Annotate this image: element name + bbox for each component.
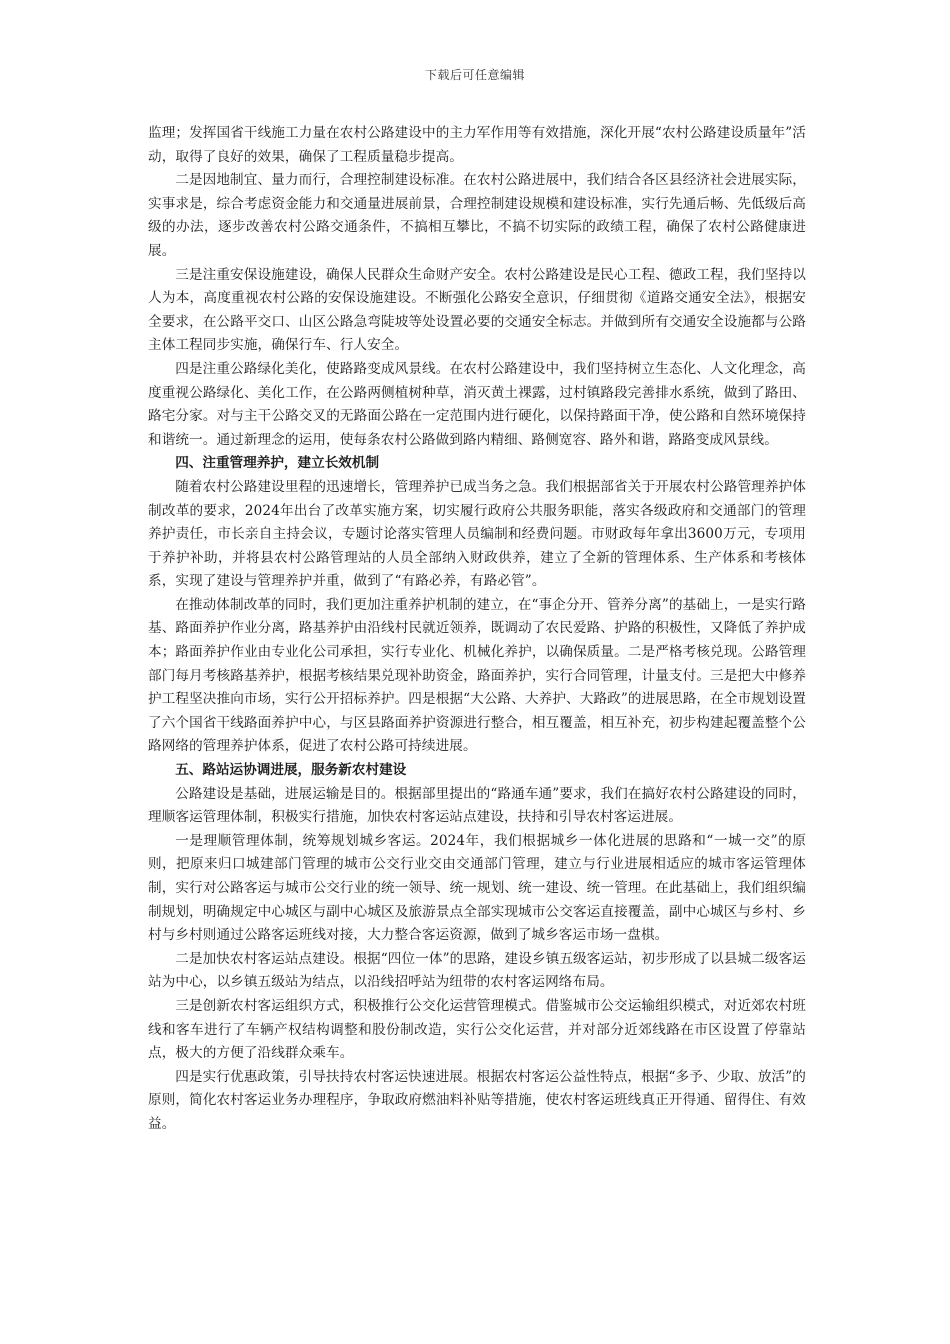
paragraph: 二是加快农村客运站点建设。根据“四位一体”的思路，建设乡镇五级客运站，初步形成了以县城二级客运站为中心，以乡镇五级站为结点，以沿线招呼站为纽带的农村客运网络布局。 [148,950,806,991]
paragraph: 三是创新农村客运组织方式，积极推行公交化运营管理模式。借鉴城市公交运输组织模式，对近郊农村班线和客车进行了车辆产权结构调整和股份制改造，实行公交化运营，并对部分近郊线路在市区设置了停靠站点，极大的方便了沿线群众乘车。 [148,997,806,1062]
section-heading: 五、路站运协调进展，服务新农村建设 [175,762,407,779]
paragraph: 四是实行优惠政策，引导扶持农村客运快速进展。根据农村客运公益性特点，根据“多予、少取、放活”的原则，简化农村客运业务办理程序，争取政府燃油料补贴等措施，使农村客运班线真正开得通、留得住、有效益。 [148,1068,806,1132]
document-body [148,122,806,1137]
paragraph: 随着农村公路建设里程的迅速增长，管理养护已成当务之急。我们根据部省关于开展农村公路管理养护体制改革的要求，2024年出台了改革实施方案，切实履行政府公共服务职能，落实各级政府和交通部门的管理养护责任，市长亲自主持会议，专题讨论落实管理人员编制和经费问题。市财政每年拿出3600万元，专项用于养护补助，并将县农村公路管理站的人员全部纳入财政供养，建立了全新的管理体系、生产体系和考核体系，实现了建设与管理养护并重，做到了“有路必养，有路必管”。 [148,478,806,590]
paragraph: 公路建设是基础，进展运输是目的。根据部里提出的“路通车通”要求，我们在搞好农村公路建设的同时，理顺客运管理体制，积极实行措施，加快农村客运站点建设，扶持和引导农村客运进展。 [148,785,806,826]
paragraph: 二是因地制宜、量力而行，合理控制建设标准。在农村公路进展中，我们结合各区县经济社会进展实际，实事求是，综合考虑资金能力和交通量进展前景，合理控制建设规模和建设标准，实行先通后畅、先低级后高级的办法，逐步改善农村公路交通条件，不搞相互攀比，不搞不切实际的政绩工程，确保了农村公路健康进展。 [148,172,806,259]
paragraph: 三是注重安保设施建设，确保人民群众生命财产安全。农村公路建设是民心工程、德政工程，我们坚持以人为本，高度重视农村公路的安保设施建设。不断强化公路安全意识，仔细贯彻《道路交通安全法》，根据安全要求，在公路平交口、山区公路急弯陡坡等处设置必要的交通安全标志。并做到所有交通安全设施都与公路主体工程同步实施，确保行车、行人安全。 [148,266,806,354]
paragraph: 一是理顺管理体制，统筹规划城乡客运。2024年，我们根据城乡一体化进展的思路和“一城一交”的原则，把原来归口城建部门管理的城市公交行业交由交通部门管理，建立与行业进展相适应的城市客运管理体制，实行对公路客运与城市公交行业的统一领导、统一规划、统一建设、统一管理。在此基础上，我们组织编制规划，明确规定中心城区与副中心城区及旅游景点全部实现城市公交客运直接覆盖，副中心城区与乡村、乡村与乡村则通过公路客运班线对接，大力整合客运资源，做到了城乡客运市场一盘棋。 [148,832,806,944]
paragraph: 在推动体制改革的同时，我们更加注重养护机制的建立，在“事企分开、管养分离”的基础上，一是实行路基、路面养护作业分离，路基养护由沿线村民就近领养，既调动了农民爱路、护路的积极性，又降低了养护成本；路面养护作业由专业化公司承担，实行专业化、机械化养护，以确保质量。二是严格考核兑现。公路管理部门每月考核路基养护，根据考核结果兑现补助资金，路面养护，实行合同管理，计量支付。三是把大中修养护工程坚决推向市场，实行公开招标养护。四是根据“大公路、大养护、大路政”的进展思路，在全市规划设置了六个国省干线路面养护中心，与区县路面养护资源进行整合，相互覆盖，相互补充，初步构建起覆盖整个公路网络的管理养护体系，促进了农村公路可持续进展。 [148,596,806,755]
paragraph: 四是注重公路绿化美化，使路路变成风景线。在农村公路建设中，我们坚持树立生态化、人文化理念，高度重视公路绿化、美化工作，在公路两侧植树种草，消灭黄土裸露，过村镇路段完善排水系统，做到了路田、路宅分家。对与主干公路交叉的无路面公路在一定范围内进行硬化，以保持路面干净，使公路和自然环境保持和谐统一。通过新理念的运用，使每条农村公路做到路内精细、路侧宽容、路外和谐，路路变成风景线。 [148,360,806,448]
paragraph: 监理；发挥国省干线施工力量在农村公路建设中的主力军作用等有效措施，深化开展“农村公路建设质量年”活动，取得了良好的效果，确保了工程质量稳步提高。 [148,125,806,165]
section-heading: 四、注重管理养护，建立长效机制 [175,455,380,472]
page-header-note: 下载后可任意编辑 [424,68,525,82]
